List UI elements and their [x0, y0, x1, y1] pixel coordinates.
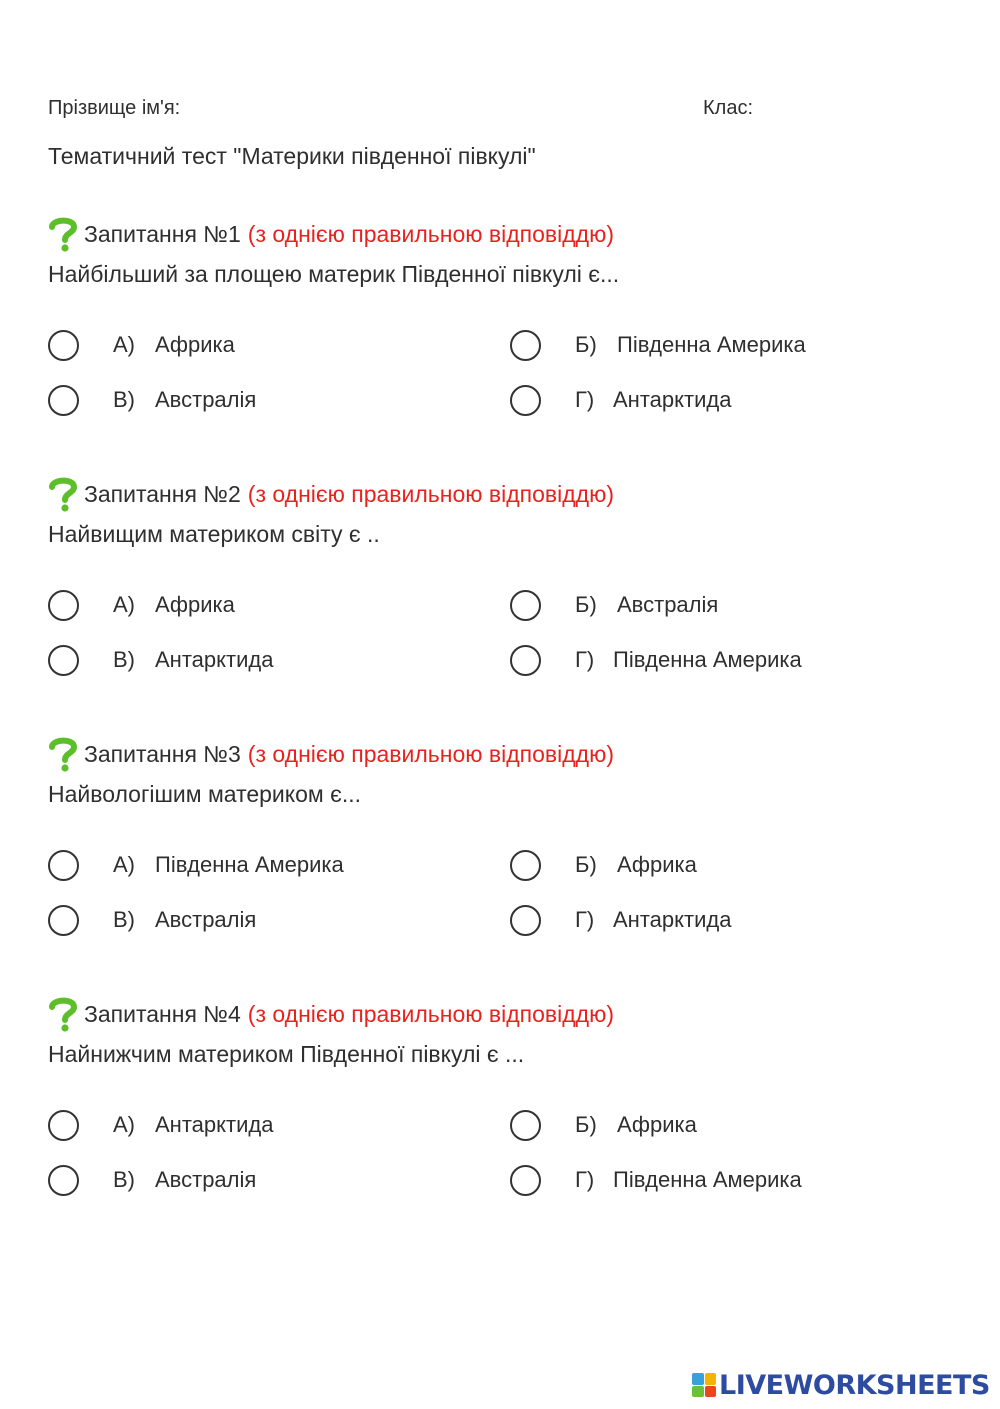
question-note: (з однією правильною відповіддю): [247, 740, 614, 767]
question-title: Запитання №2: [84, 480, 241, 507]
option-text: Африка: [617, 1112, 697, 1137]
radio-button[interactable]: [510, 850, 541, 881]
option-letter: А): [113, 332, 135, 357]
question-2: [48, 477, 968, 687]
question-4: [48, 997, 968, 1207]
question-mark-icon: [48, 476, 78, 512]
question-mark-icon: [48, 736, 78, 772]
option-letter: Б): [575, 592, 597, 617]
radio-button[interactable]: [48, 330, 79, 361]
liveworksheets-logo: [692, 1370, 990, 1400]
radio-button[interactable]: [48, 590, 79, 621]
question-mark-icon: [48, 996, 78, 1032]
radio-button[interactable]: [48, 1110, 79, 1141]
option-text: Антарктида: [613, 387, 732, 412]
option-a[interactable]: [48, 327, 235, 363]
radio-button[interactable]: [510, 385, 541, 416]
question-title: Запитання №3: [84, 740, 241, 767]
question-text: Найвищим материком світу є ..: [48, 521, 380, 547]
radio-button[interactable]: [48, 385, 79, 416]
option-letter: Г): [575, 647, 595, 672]
radio-button[interactable]: [510, 1110, 541, 1141]
question-note: (з однією правильною відповіддю): [247, 1000, 614, 1027]
option-a[interactable]: [48, 847, 344, 883]
radio-button[interactable]: [510, 590, 541, 621]
option-v[interactable]: [48, 1162, 257, 1198]
option-text: Південна Америка: [617, 332, 806, 357]
question-text: Найвологішим материком є...: [48, 781, 361, 807]
student-info-row: [48, 97, 948, 123]
test-title: Тематичний тест "Материки південної півкулі": [48, 143, 536, 169]
question-note: (з однією правильною відповіддю): [247, 480, 614, 507]
option-letter: Б): [575, 332, 597, 357]
radio-button[interactable]: [48, 1165, 79, 1196]
option-letter: Г): [575, 387, 595, 412]
radio-button[interactable]: [48, 850, 79, 881]
option-text: Африка: [155, 332, 235, 357]
option-letter: А): [113, 592, 135, 617]
option-text: Антарктида: [613, 907, 732, 932]
option-letter: Г): [575, 1167, 595, 1192]
question-text: Найбільший за площею материк Південної півкулі є...: [48, 261, 620, 287]
option-text: Австралія: [155, 387, 257, 412]
option-letter: Б): [575, 852, 597, 877]
option-text: Африка: [617, 852, 697, 877]
option-letter: А): [113, 852, 135, 877]
option-a[interactable]: [48, 1107, 274, 1143]
option-text: Південна Америка: [613, 1167, 802, 1192]
option-text: Африка: [155, 592, 235, 617]
option-text: Австралія: [617, 592, 719, 617]
option-text: Антарктида: [155, 1112, 274, 1137]
option-g[interactable]: [510, 642, 802, 678]
radio-button[interactable]: [48, 645, 79, 676]
logo-text: LIVEWORKSHEETS: [719, 1369, 990, 1401]
option-b[interactable]: [510, 1107, 697, 1143]
question-text: Найнижчим материком Південної півкулі є ...: [48, 1041, 525, 1067]
option-g[interactable]: [510, 902, 732, 938]
class-label: Клас:: [703, 97, 753, 119]
option-b[interactable]: [510, 847, 697, 883]
radio-button[interactable]: [48, 905, 79, 936]
option-text: Австралія: [155, 907, 257, 932]
option-letter: В): [113, 907, 135, 932]
option-letter: В): [113, 1167, 135, 1192]
question-header: [48, 737, 614, 771]
question-1: [48, 217, 968, 427]
question-title: Запитання №4: [84, 1000, 241, 1027]
option-letter: А): [113, 1112, 135, 1137]
option-v[interactable]: [48, 642, 274, 678]
option-text: Південна Америка: [155, 852, 344, 877]
option-letter: Б): [575, 1112, 597, 1137]
option-letter: В): [113, 647, 135, 672]
question-title: Запитання №1: [84, 220, 241, 247]
question-mark-icon: [48, 216, 78, 252]
option-text: Південна Америка: [613, 647, 802, 672]
name-label: Прізвище ім'я:: [48, 97, 181, 119]
question-3: [48, 737, 968, 947]
option-text: Австралія: [155, 1167, 257, 1192]
option-letter: В): [113, 387, 135, 412]
question-header: [48, 477, 614, 511]
question-header: [48, 997, 614, 1031]
radio-button[interactable]: [510, 330, 541, 361]
option-a[interactable]: [48, 587, 235, 623]
option-text: Антарктида: [155, 647, 274, 672]
logo-mark-icon: [692, 1373, 716, 1397]
radio-button[interactable]: [510, 1165, 541, 1196]
option-v[interactable]: [48, 902, 257, 938]
question-note: (з однією правильною відповіддю): [247, 220, 614, 247]
option-v[interactable]: [48, 382, 257, 418]
option-b[interactable]: [510, 587, 719, 623]
option-g[interactable]: [510, 382, 732, 418]
question-header: [48, 217, 614, 251]
radio-button[interactable]: [510, 905, 541, 936]
option-g[interactable]: [510, 1162, 802, 1198]
option-letter: Г): [575, 907, 595, 932]
radio-button[interactable]: [510, 645, 541, 676]
option-b[interactable]: [510, 327, 806, 363]
